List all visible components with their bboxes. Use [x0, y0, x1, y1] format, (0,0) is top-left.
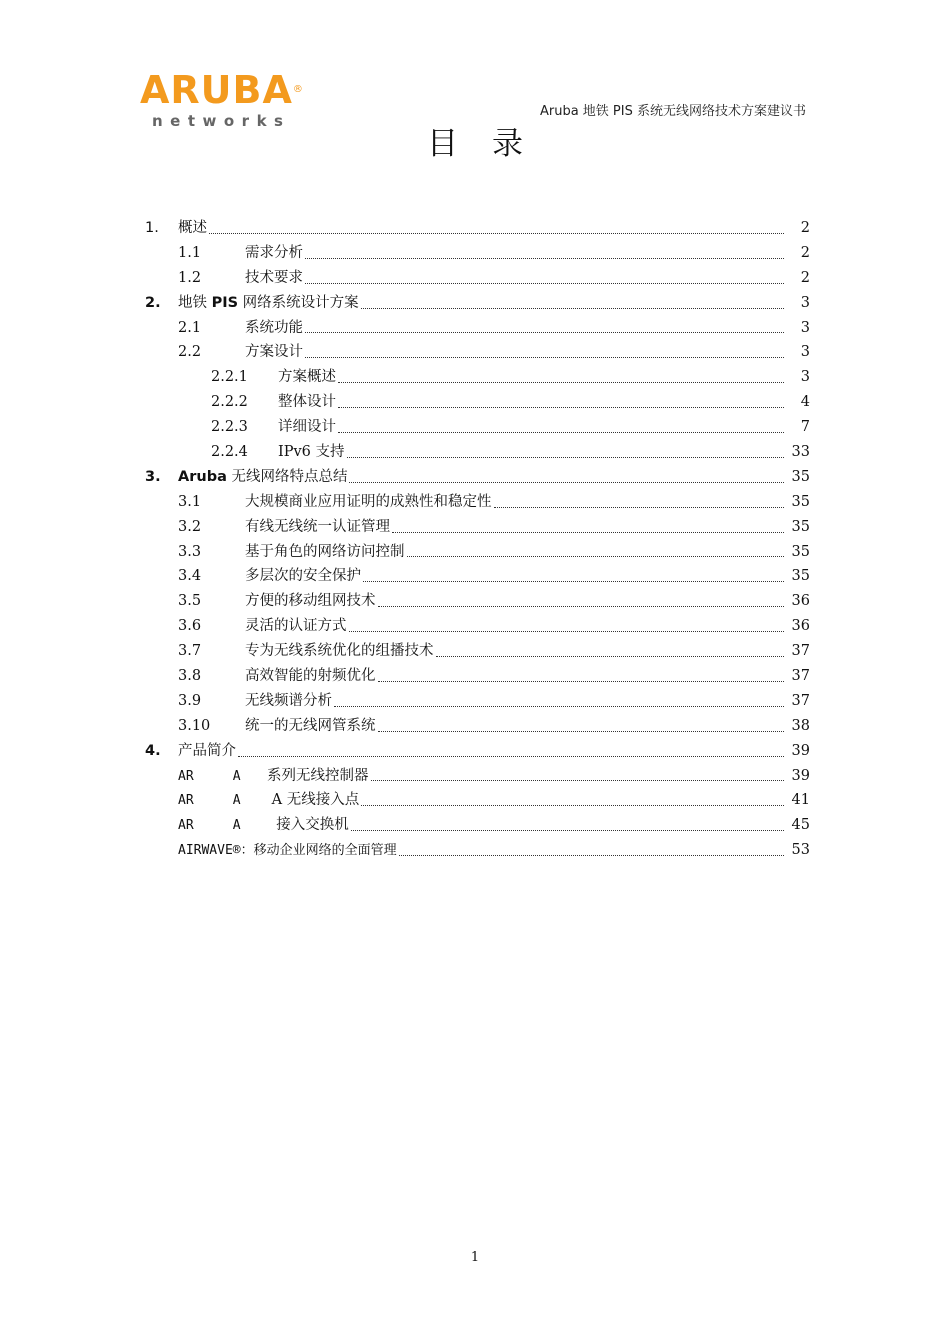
- toc-entry[interactable]: [145, 440, 810, 465]
- toc-entry[interactable]: [145, 365, 810, 390]
- toc-entry-title: 需求分析: [245, 244, 303, 261]
- toc-entry-title: 系统功能: [245, 319, 303, 336]
- toc-dot-leader: [209, 233, 784, 234]
- toc-entry-number: 2.1: [178, 319, 202, 336]
- toc-entry-number: 2.2.1: [211, 369, 248, 386]
- toc-entry-page: 3: [800, 344, 810, 361]
- toc-entry-number: 2.: [145, 294, 161, 311]
- toc-dot-leader: [238, 756, 784, 757]
- toc-entry-page: 39: [791, 742, 810, 759]
- toc-entry[interactable]: [145, 216, 810, 241]
- toc-entry-page: 39: [791, 767, 810, 784]
- toc-entry-page: 35: [791, 468, 810, 485]
- page-title: 目录: [427, 126, 557, 162]
- toc-entry-page: 2: [800, 244, 810, 261]
- toc-entry-number: 4.: [145, 742, 161, 759]
- toc-dot-leader: [305, 258, 784, 259]
- toc-entry-page: 37: [791, 668, 810, 685]
- toc-dot-leader: [338, 382, 784, 383]
- logo-wordmark: ARUBA®: [140, 68, 304, 112]
- toc-entry[interactable]: [145, 515, 810, 540]
- toc-entry-number: 1.1: [178, 244, 202, 261]
- toc-entry-title: 方案设计: [245, 344, 303, 361]
- toc-entry-number: 2.2.3: [211, 419, 248, 436]
- toc-entry-number: 2.2.2: [211, 394, 248, 411]
- toc-dot-leader: [305, 283, 784, 284]
- toc-entry-title: 统一的无线网管系统: [245, 717, 376, 734]
- toc-entry-number: 3.5: [178, 593, 202, 610]
- toc-entry-number: AR A: [178, 818, 241, 834]
- toc-dot-leader: [305, 357, 784, 358]
- toc-entry[interactable]: [145, 689, 810, 714]
- toc-entry-title: 移动企业网络的全面管理: [253, 843, 397, 859]
- toc-entry-number: 3.9: [178, 692, 202, 709]
- toc-entry[interactable]: [145, 490, 810, 515]
- toc-entry-number: 3.3: [178, 543, 202, 560]
- toc-entry-page: 2: [800, 220, 810, 236]
- toc-dot-leader: [363, 581, 784, 582]
- toc-entry[interactable]: [145, 739, 810, 764]
- toc-entry-number: 3.10: [178, 717, 211, 734]
- toc-entry-page: 7: [800, 419, 810, 436]
- toc-entry[interactable]: [145, 764, 810, 789]
- toc-entry-page: 2: [800, 269, 810, 286]
- toc-entry-page: 37: [791, 692, 810, 709]
- toc-dot-leader: [334, 706, 784, 707]
- toc-entry[interactable]: [145, 340, 810, 365]
- toc-entry[interactable]: [145, 788, 810, 813]
- toc-entry-number: 3.2: [178, 518, 202, 535]
- toc-entry[interactable]: [145, 813, 810, 838]
- toc-entry-page: 3: [800, 369, 810, 386]
- toc-entry[interactable]: [145, 390, 810, 415]
- toc-entry-number: 1.2: [178, 269, 202, 286]
- toc-entry-title: 接入交换机: [267, 817, 349, 834]
- toc-entry-number: 3.: [145, 468, 161, 485]
- toc-entry[interactable]: [145, 838, 810, 863]
- toc-dot-leader: [349, 631, 785, 632]
- toc-entry-title: 产品简介: [178, 742, 236, 759]
- toc-dot-leader: [494, 507, 785, 508]
- toc-entry-title: 地铁 PIS 网络系统设计方案: [178, 294, 359, 311]
- toc-entry-title: Aruba 无线网络特点总结: [178, 468, 348, 485]
- toc-entry[interactable]: [145, 291, 810, 316]
- toc-entry-title: IPv6 支持: [278, 444, 345, 461]
- toc-entry-page: 36: [791, 618, 810, 635]
- toc-entry-page: 38: [791, 717, 810, 734]
- toc-entry-title: 方案概述: [278, 369, 336, 386]
- toc-dot-leader: [378, 731, 785, 732]
- toc-entry[interactable]: [145, 316, 810, 341]
- toc-entry-page: 35: [791, 543, 810, 560]
- toc-entry[interactable]: [145, 614, 810, 639]
- toc-entry-page: 35: [791, 493, 810, 510]
- toc-dot-leader: [392, 532, 784, 533]
- toc-entry-title: 无线频谱分析: [245, 692, 332, 709]
- toc-entry-title: 有线无线统一认证管理: [245, 518, 390, 535]
- toc-entry-title: 多层次的安全保护: [245, 568, 361, 585]
- toc-entry[interactable]: [145, 589, 810, 614]
- toc-entry-title: 专为无线系统优化的组播技术: [245, 643, 434, 660]
- toc-entry-number: AR A: [178, 768, 241, 784]
- toc-dot-leader: [378, 681, 785, 682]
- toc-dot-leader: [338, 432, 784, 433]
- toc-dot-leader: [338, 407, 784, 408]
- toc-dot-leader: [351, 830, 784, 831]
- toc-entry[interactable]: [145, 540, 810, 565]
- toc-entry-title: 概述: [178, 220, 207, 236]
- toc-dot-leader: [305, 332, 784, 333]
- toc-entry-number: 3.1: [178, 493, 202, 510]
- toc-entry-title: 系列无线控制器: [267, 767, 369, 784]
- toc-entry-page: 4: [800, 394, 810, 411]
- toc-entry-number: 2.2.4: [211, 444, 248, 461]
- toc-entry-page: 35: [791, 568, 810, 585]
- toc-dot-leader: [371, 780, 785, 781]
- toc-entry-number: 3.7: [178, 643, 202, 660]
- toc-entry-page: 37: [791, 643, 810, 660]
- toc-entry-number: AR A: [178, 793, 241, 809]
- toc-entry-number: AIRWAVE®：: [178, 843, 254, 859]
- toc-entry-number: 3.6: [178, 618, 202, 635]
- toc-entry-number: 2.2: [178, 344, 202, 361]
- toc-entry-page: 33: [791, 444, 810, 461]
- toc-entry[interactable]: [145, 415, 810, 440]
- toc-entry-title: 大规模商业应用证明的成熟性和稳定性: [245, 493, 492, 510]
- toc-entry-title: 整体设计: [278, 394, 336, 411]
- toc-entry-number: 3.8: [178, 668, 202, 685]
- toc-entry-title: 详细设计: [278, 419, 336, 436]
- toc-entry[interactable]: [145, 639, 810, 664]
- running-header: Aruba 地铁 PIS 系统无线网络技术方案建议书: [539, 104, 806, 119]
- toc-entry-title: A 无线接入点: [267, 792, 360, 809]
- toc-dot-leader: [361, 805, 784, 806]
- logo-subtitle: networks: [152, 112, 291, 130]
- toc-entry-title: 灵活的认证方式: [245, 618, 347, 635]
- toc-dot-leader: [378, 606, 785, 607]
- toc-dot-leader: [347, 457, 784, 458]
- toc-entry-title: 技术要求: [245, 269, 303, 286]
- toc-entry-page: 35: [791, 518, 810, 535]
- toc-entry[interactable]: [145, 465, 810, 490]
- toc-dot-leader: [436, 656, 785, 657]
- toc-entry[interactable]: [145, 266, 810, 291]
- toc-entry-number: 1.: [145, 220, 159, 236]
- table-of-contents: [145, 216, 810, 863]
- toc-entry-page: 41: [791, 792, 810, 809]
- toc-dot-leader: [349, 482, 784, 483]
- toc-entry-title: 基于角色的网络访问控制: [245, 543, 405, 560]
- toc-entry-page: 3: [800, 294, 810, 311]
- toc-entry-page: 53: [791, 842, 810, 859]
- toc-entry[interactable]: [145, 564, 810, 589]
- toc-dot-leader: [361, 308, 784, 309]
- toc-dot-leader: [399, 855, 784, 856]
- toc-entry-page: 45: [791, 817, 810, 834]
- page-number: 1: [470, 1250, 480, 1265]
- toc-entry-page: 36: [791, 593, 810, 610]
- toc-entry-number: 3.4: [178, 568, 202, 585]
- toc-entry[interactable]: [145, 241, 810, 266]
- toc-entry[interactable]: [145, 714, 810, 739]
- toc-entry-title: 方便的移动组网技术: [245, 593, 376, 610]
- toc-entry[interactable]: [145, 664, 810, 689]
- toc-entry-title: 高效智能的射频优化: [245, 668, 376, 685]
- toc-entry-page: 3: [800, 319, 810, 336]
- toc-dot-leader: [407, 556, 785, 557]
